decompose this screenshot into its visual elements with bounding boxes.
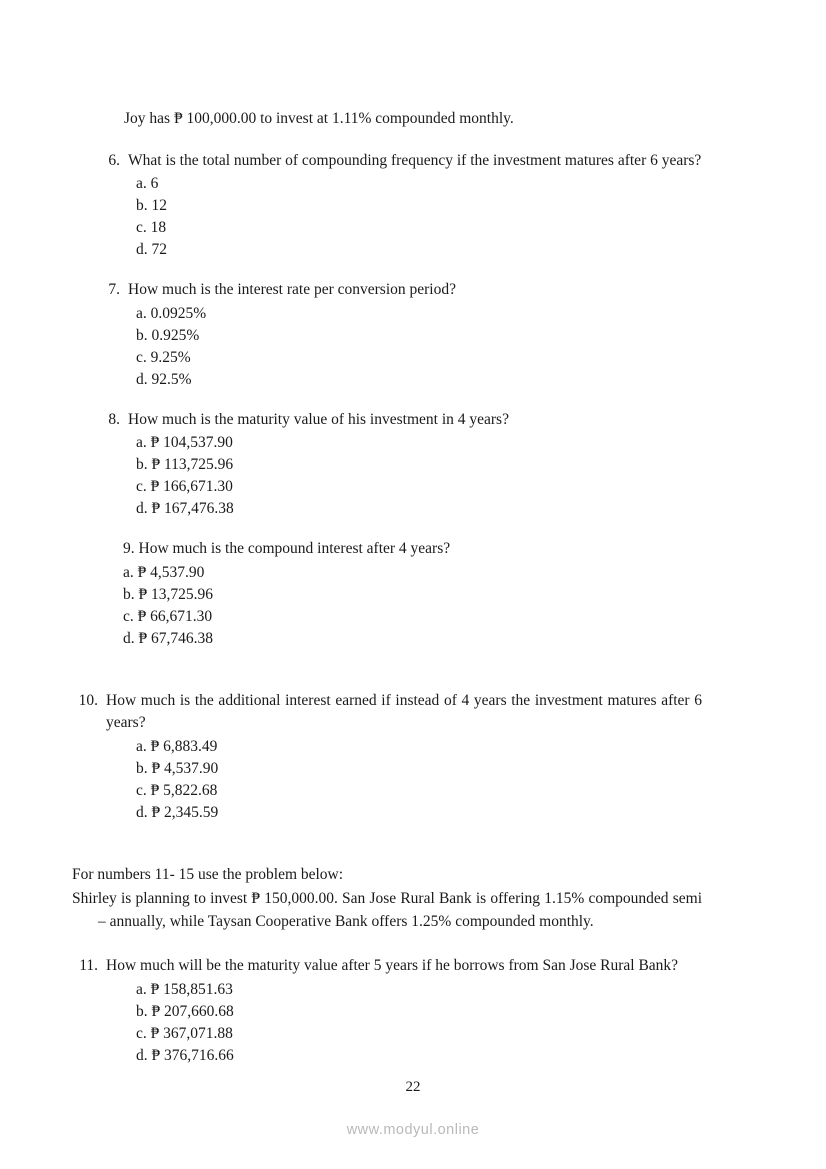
- choice-option: a. ₱ 4,537.90: [123, 563, 205, 581]
- question-item-7: [98, 279, 702, 390]
- choice-option: a. 6: [136, 175, 159, 193]
- question-text-11: How much will be the maturity value after 5 years if he borrows from San Jose Rural Bank?: [106, 957, 679, 975]
- intro-paragraph: Joy has ₱ 100,000.00 to invest at 1.11% compounded monthly.: [124, 109, 514, 127]
- choices-7: [98, 303, 702, 391]
- choice-option: c. 18: [136, 219, 167, 237]
- question-number-8: 8.: [108, 410, 120, 428]
- section-body: Shirley is planning to invest ₱ 150,000.00. San Jose Rural Bank is offering 1.15% compounded semi – annually, while Taysan Cooperative Bank offers 1.25% compounded monthly.: [72, 890, 702, 930]
- question-item-11: [79, 955, 702, 1066]
- question-number-6: 6.: [108, 151, 120, 169]
- question-text-10: How much is the additional interest earned if instead of 4 years the investment matures after 6 years?: [106, 691, 702, 732]
- question-number-10: 10.: [78, 691, 98, 709]
- spacer: [98, 668, 702, 690]
- section-lead: For numbers 11- 15 use the problem below:: [72, 865, 344, 883]
- choices-9: [98, 562, 702, 650]
- question-text-9: 9. How much is the compound interest after 4 years?: [123, 540, 451, 558]
- choice-option: b. 0.925%: [136, 326, 200, 344]
- question-text-6: What is the total number of compounding frequency if the investment matures after 6 years?: [128, 151, 702, 169]
- choice-option: c. ₱ 5,822.68: [136, 781, 218, 799]
- choice-option: a. ₱ 6,883.49: [136, 737, 218, 755]
- choices-8: [98, 432, 702, 520]
- choice-option: c. ₱ 66,671.30: [123, 607, 213, 625]
- question-item-9: [98, 538, 702, 649]
- choice-option: d. ₱ 2,345.59: [136, 803, 219, 821]
- page-content: [72, 92, 702, 1085]
- page-number: 22: [405, 1079, 421, 1095]
- question-item-10: [78, 690, 702, 824]
- choice-option: b. ₱ 207,660.68: [136, 1002, 234, 1020]
- spacer: [98, 933, 702, 955]
- section-block: [72, 864, 702, 933]
- choice-option: b. ₱ 4,537.90: [136, 759, 219, 777]
- choice-option: b. ₱ 113,725.96: [136, 456, 234, 474]
- question-item-6: [98, 150, 702, 261]
- choices-11: [98, 979, 702, 1067]
- watermark: www.modyul.online: [346, 1122, 480, 1138]
- choice-option: d. ₱ 67,746.38: [123, 629, 213, 647]
- question-item-8: [98, 409, 702, 520]
- choice-option: d. 72: [136, 241, 167, 259]
- choice-option: d. ₱ 167,476.38: [136, 500, 234, 518]
- choice-option: b. 12: [136, 197, 167, 215]
- choice-option: a. 0.0925%: [136, 304, 207, 322]
- choice-option: d. 92.5%: [136, 370, 192, 388]
- choice-option: b. ₱ 13,725.96: [123, 585, 213, 603]
- choice-option: a. ₱ 104,537.90: [136, 434, 233, 452]
- question-text-7: How much is the interest rate per conversion period?: [128, 281, 456, 299]
- choice-option: c. ₱ 367,071.88: [136, 1024, 233, 1042]
- choices-10: [98, 736, 702, 824]
- question-number-7: 7.: [108, 281, 120, 299]
- choice-option: d. ₱ 376,716.66: [136, 1046, 234, 1064]
- choices-6: [98, 173, 702, 261]
- choice-option: c. ₱ 166,671.30: [136, 478, 233, 496]
- question-text-8: How much is the maturity value of his investment in 4 years?: [128, 410, 509, 428]
- choice-option: a. ₱ 158,851.63: [136, 980, 233, 998]
- choice-option: c. 9.25%: [136, 348, 191, 366]
- question-number-11: 11.: [79, 957, 98, 975]
- spacer: [98, 842, 702, 864]
